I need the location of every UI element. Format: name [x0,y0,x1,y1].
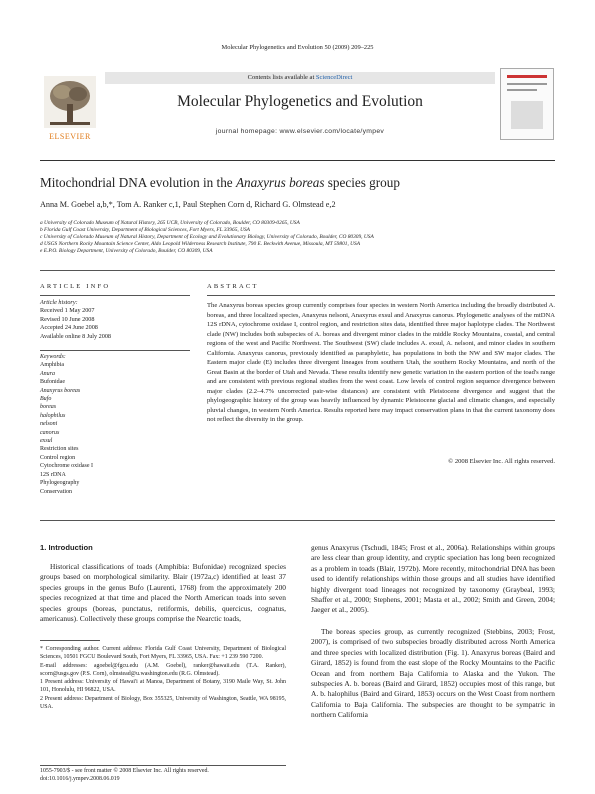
keyword-item: exsul [40,438,53,445]
bottom-rule [40,765,286,766]
keyword-item: boreas [40,404,57,411]
keyword-item: halophilus [40,412,66,419]
abstract-bottom-rule [40,520,555,521]
article-info-rule [40,295,190,296]
contents-line [105,72,495,84]
article-info-heading: ARTICLE INFO [40,283,111,290]
history-received: Received 1 May 2007 [40,307,95,315]
abstract-rule [207,295,555,296]
history-accepted: Accepted 24 June 2008 [40,324,98,332]
keywords-label: Keywords: [40,354,66,360]
front-matter [40,767,340,783]
keyword-item: Control region [40,454,76,461]
article-history [40,299,190,341]
section-heading-introduction: 1. Introduction [40,543,93,552]
keyword-item: Cytochrome oxidase I [40,463,93,470]
elsevier-logo [40,72,100,140]
keyword-item: 12S rDNA [40,471,66,478]
affiliation-a: a University of Colorado Museum of Natural History, 265 UCB, University of Colorado, Boulder, CO 80309-0265, USA [40,220,300,226]
abstract-heading: ABSTRACT [207,283,259,290]
history-label: Article history: [40,299,78,306]
keywords-rule [40,350,190,351]
keyword-item: nelsoni [40,421,58,428]
keyword-item: Conservation [40,488,72,495]
keyword-item: canorus [40,429,60,436]
history-online: Available online 8 July 2008 [40,332,112,340]
journal-homepage-text[interactable]: journal homepage: www.elsevier.com/locate/ympev [215,128,385,135]
keyword-item: Bufonidae [40,379,65,386]
sciencedirect-link[interactable]: ScienceDirect [315,74,353,81]
footnote-email: E-mail addresses: agoebel@fgcu.edu (A.M. Goebel), ranker@hawaii.edu (T.A. Ranker), scorn@usgs.gov (P.S. Corn), olmstead@u.washington.edu (R.G. Olmstead). [40,662,286,677]
affiliation-d: d USGS Northern Rocky Mountain Science Center, Aldo Leopold Wilderness Research Institute, 790 E. Beckwith Avenue, Missoula, MT 59801, USA [40,241,361,247]
keyword-item: Anaxyrus boreas [40,387,81,394]
affiliation-rule [40,270,555,271]
history-revised: Revised 10 June 2008 [40,315,95,323]
footnote-1: 1 Present address: University of Hawai'i at Manoa, Department of Botany, 3190 Maile Way, St. John 101, Honolulu, HI 96822, USA. [40,679,286,694]
keyword-item: Amphibia [40,362,64,369]
affiliations [40,220,555,255]
affiliation-c: c University of Colorado Museum of Natural History, Department of Ecology and Evolutionary Biology, University of Colorado, Boulder, CO 80309, USA [40,234,374,240]
header-rule [40,160,555,161]
elsevier-tree-icon [40,72,100,132]
intro-paragraph-3: The boreas species group, as currently recognized (Stebbins, 2003; Frost, 2007), is comprised of two subspecies broadly distributed across North America and three species with localized distribution (Fig. 1). Anaxyrus boreas (Baird and Girard, 1852) is found from the east slope of the Rocky Mountains to the Pacific Ocean and from northern Baja California to Alaska and the Yukon. The subspecies A. b. boreas (Baird and Girard, 1852) occupies most of this range, but A. b. halophilus (Baird and Girard, 1853) occurs on the West Coast from northern California to Baja California. The subspecies are thought to be sympatric in northern California [311,627,555,720]
keyword-item: Restriction sites [40,446,79,453]
intro-paragraph-1: Historical classifications of toads (Amphibia: Bufonidae) recognized species groups based on morphological similarity. Blair (1972a,c) identified at least 37 species groups in the genus Bufo (Laurenti, 1768) from the approximately 200 species recognized at that time and placed the North American toads into seven species groups (boreas, punctatus, retiformis, debilis, quercicus, cognatus, americanus). Collectively these groups comprise the Nearctic toads, [40,562,286,624]
affiliation-b: b Florida Gulf Coast University, Department of Biological Sciences, Fort Myers, FL 33965, USA [40,227,250,233]
keywords-list [40,353,190,496]
footnote-corresponding: * Corresponding author. Current address: Florida Gulf Coast University, Department of Biological Sciences, 10501 FGCU Boulevard South, Fort Myers, FL 33965, USA. Fax: +1 239 590 7200. [40,646,286,661]
abstract-text: The Anaxyrus boreas species group currently comprises four species in western North America including the broadly distributed A. boreas, and three localized species, Anaxyrus nelsoni, Anaxyrus exsul and Anaxyrus canorus. Phylogenetic analyses of the mtDNA 12S rDNA, cytochrome oxidase I, control region, and restriction sites data, identified three major haplotype clades. The Northwest clade (NW) includes both subspecies of A. boreas and divergent minor clades in the middle Rocky Mountains, coastal, and central regions of the west and Pacific Northwest. The Southwest (SW) clade includes A. exsul, A. nelsoni, and minor clades in southern California. Anaxyrus canorus, previously identified as paraphyletic, has populations in both the NW and SW major clades. The Eastern major clade (E) includes three divergent lineages from southern Utah, the southern Rocky Mountains, and north of the Great Basin at the border of Utah and Nevada. These results identify new genetic variation in the eastern portion of the toad's range and are consistent with previous regional studies from the west coast. Low levels of control region sequence divergence between major clades (2.2–4.7% uncorrected pair-wise distances) are consistent with Pleistocene divergence and suggest that the phylogeographic history of the group was heavily influenced by dynamic Pleistocene glacial and climatic changes, and especially pluvial changes, in western North America. Results reported here may impact conservation plans in that the current taxonomy does not reflect the diversity in the group. [207,302,555,423]
footnote-2: 2 Present address: Department of Biology, Box 355325, University of Washington, Seattle, WA 98195, USA. [40,695,286,711]
contents-text: Contents lists available at [247,74,316,81]
keyword-item: Anura [40,370,55,377]
running-head: Molecular Phylogenetics and Evolution 50 (2009) 209–225 [221,44,374,51]
doi-line[interactable]: doi:10.1016/j.ympev.2008.06.019 [40,776,120,782]
footnote-rule [40,640,100,641]
footnotes [40,645,286,711]
journal-title: Molecular Phylogenetics and Evolution [177,93,423,110]
intro-paragraph-2: genus Anaxyrus (Tschudi, 1845; Frost et al., 2006a). Relationships within groups are less clear than group identity, and cryptic speciation has long been recognized as a problem in toads (Blair, 1972b). More recently, mitochondrial DNA has been used to identify relationships within those groups and all studies have identified highly divergent toad lineages not recognized by taxonomy (Graybeal, 1993; Shaffer et al., 2000; Stephens, 2001; Masta et al., 2002; Smith and Green, 2004; Jaeger et al., 2005). [311,543,555,615]
author-list: Anna M. Goebel a,b,*, Tom A. Ranker c,1, Paul Stephen Corn d, Richard G. Olmstead e,2 [40,200,336,209]
article-title: Mitochondrial DNA evolution in the Anaxyrus boreas species group [40,175,400,190]
keyword-item: Bufo [40,396,52,403]
elsevier-wordmark: ELSEVIER [49,132,91,141]
journal-cover-image [500,68,554,140]
affiliation-e: e E.P.O. Biology Department, University of Colorado, Boulder, CO 80309, USA [40,248,213,254]
abstract-copyright: © 2008 Elsevier Inc. All rights reserved. [448,458,555,465]
keyword-item: Phylogeography [40,480,80,487]
issn-line: 1055-7903/$ - see front matter © 2008 Elsevier Inc. All rights reserved. [40,768,209,774]
journal-homepage [105,128,495,135]
